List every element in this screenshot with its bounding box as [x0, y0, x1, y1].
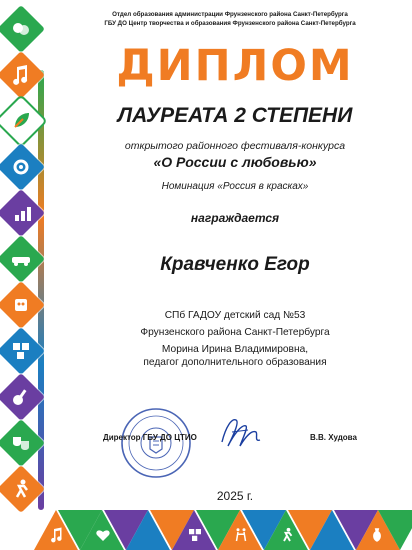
issuer-header — [80, 10, 380, 28]
theater-masks-icon — [0, 5, 45, 53]
decorative-bottom-strip — [0, 498, 412, 550]
issuer-line-1: Отдел образования администрации Фрунзенского района Санкт-Петербурга — [112, 11, 348, 18]
nomination: Номинация «Россия в красках» — [161, 181, 309, 192]
decorative-side-column — [0, 0, 52, 550]
music-notes-icon — [48, 526, 66, 544]
heart-icon — [94, 526, 112, 544]
teacher-line-2: педагог дополнительного образования — [143, 357, 327, 368]
official-stamp — [120, 407, 192, 479]
dancers-icon — [232, 526, 250, 544]
awarded-label: награждается — [190, 211, 280, 225]
festival-name: «О России с любовью» — [153, 154, 317, 170]
recipient-name: Кравченко Егор — [160, 254, 310, 275]
director-label: Директор ГБУ ДО ЦТИО — [103, 433, 197, 442]
teacher-line-1: Морина Ирина Владимировна, — [161, 344, 309, 355]
institution-line-2: Фрунзенского района Санкт-Петербурга — [140, 327, 330, 338]
abc-blocks-icon — [186, 526, 204, 544]
issue-year: 2025 г. — [216, 489, 254, 503]
running-icon — [278, 526, 296, 544]
diploma-title: ДИПЛОМ — [116, 41, 354, 91]
degree-heading: ЛАУРЕАТА 2 СТЕПЕНИ — [117, 104, 353, 127]
amphora-icon — [368, 526, 386, 544]
institution-line-1: СПб ГАДОУ детский сад №53 — [164, 310, 306, 321]
festival-description: открытого районного фестиваля-конкурса — [124, 140, 346, 152]
issuer-line-2: ГБУ ДО Центр творчества и образования Фрунзенского района Санкт-Петербурга — [104, 20, 356, 27]
handwritten-signature — [218, 412, 264, 456]
director-name: В.В. Худова — [310, 433, 357, 442]
